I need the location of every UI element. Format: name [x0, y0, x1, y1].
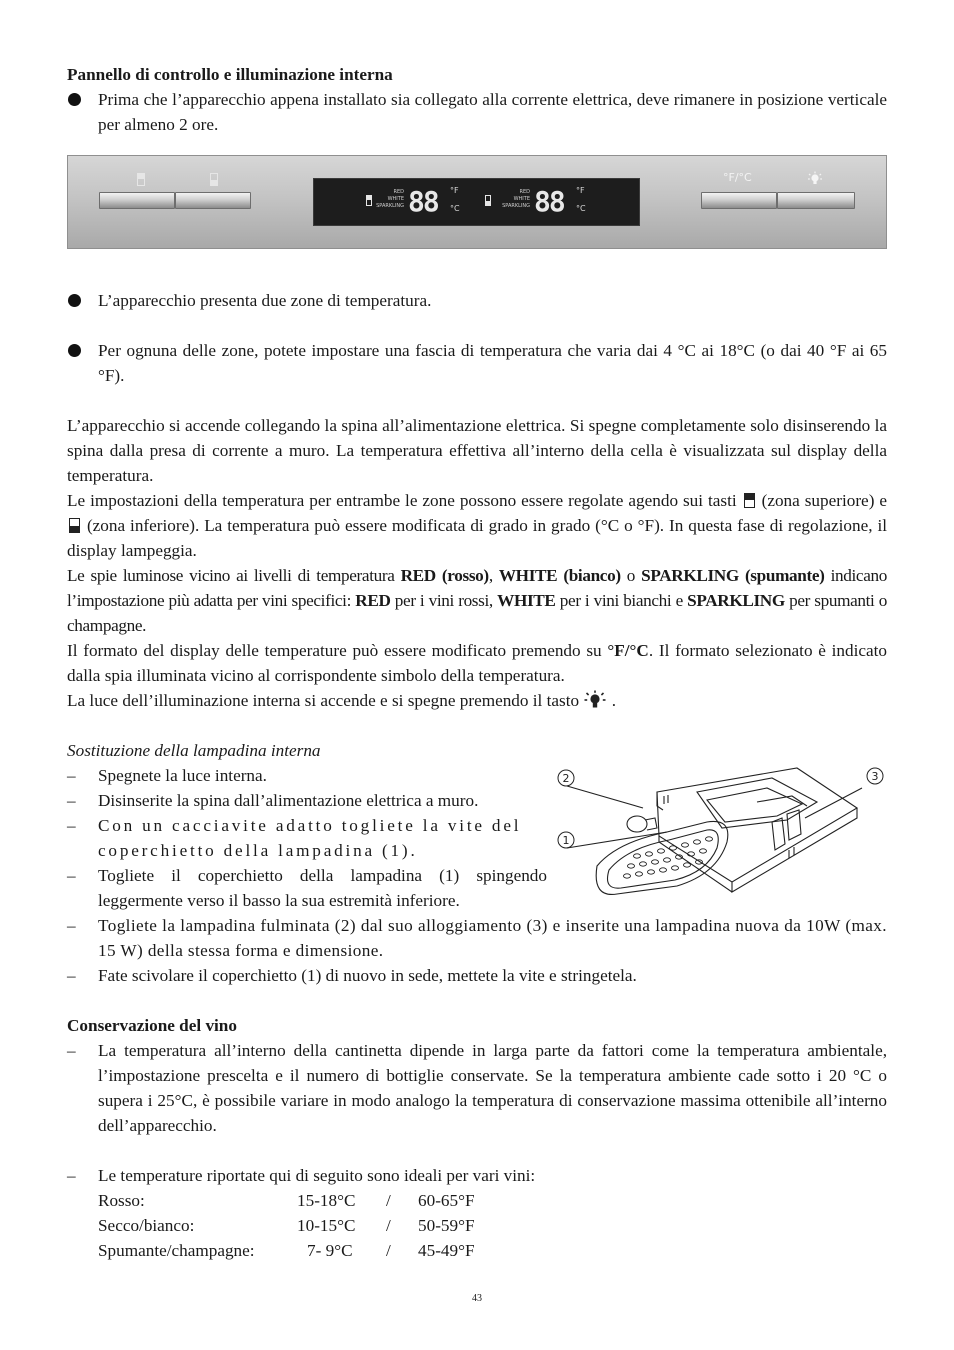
table-row: Secco/bianco: 10-15°C / 50-59°F	[98, 1216, 475, 1235]
bulb-replacement-section	[67, 738, 887, 988]
bulb-diagram	[557, 762, 887, 912]
section-title-bulb-replacement: Sostituzione della lampadina interna	[67, 741, 321, 760]
paragraph-power: L’apparecchio si accende collegando la spina all’alimentazione elettrica. Si spegne completamente solo disinserendo la spina dalla presa di corrente a muro. La temperatura effettiva all’interno della cella è visualizzata sul display della temperatura.	[67, 416, 887, 485]
list-item: – Le temperature riportate qui di seguito sono ideali per vari vini:	[67, 1166, 536, 1185]
celsius-indicator: °C	[450, 204, 460, 213]
right-temperature-digits: 88	[534, 185, 564, 218]
manual-page	[67, 62, 887, 1263]
bullet-item	[67, 87, 887, 137]
bullet-text: Per ognuna delle zone, potete impostare una fascia di temperatura che varia dai 4 °C ai 18°C (o dai 40 °F ai 65 °F).	[98, 341, 887, 385]
list-item: – Spegnete la luce interna.	[67, 766, 267, 785]
diagram-label-2: 2	[562, 772, 570, 785]
list-item: – Togliete il coperchietto della lampadina (1) spingendo leggermente verso il basso la sua estremità inferiore.	[67, 866, 547, 910]
bullet-dot	[68, 93, 81, 106]
light-button	[777, 192, 855, 209]
paragraph-light: La luce dell’illuminazione interna si accende e si spegne premendo il tasto .	[67, 691, 616, 710]
celsius-indicator: °C	[576, 204, 586, 213]
lower-zone-icon	[210, 173, 218, 186]
list-item: – Togliete la lampadina fulminata (2) dal suo alloggiamento (3) e inserite una lampadina nuova da 10W (max. 15 W) della stessa forma e dimensione.	[67, 916, 887, 960]
list-item: – Fate scivolare il coperchietto (1) di nuovo in sede, mettete la vite e stringetela.	[67, 966, 637, 985]
diagram-label-1: 1	[562, 834, 570, 847]
light-bulb-icon	[807, 171, 823, 187]
section-title-control-panel: Pannello di controllo e illuminazione interna	[67, 65, 393, 84]
fahrenheit-indicator: °F	[576, 186, 585, 195]
paragraph-display-format: Il formato del display delle temperature può essere modificato premendo su °F/°C. Il formato selezionato è indicato dalla spia illuminata vicino al corrispondente simbolo della temperatura.	[67, 641, 888, 685]
left-temperature-digits: 88	[408, 185, 438, 218]
paragraph-indicator-lights: Le spie luminose vicino ai livelli di temperatura RED (rosso), WHITE (bianco) o SPARKLING (spumante) indicano l’impostazione più adatta per vini specifici: RED per i vini rossi, WHITE per i vini bianchi e SPARKLING per spumanti o champagne.	[67, 566, 887, 635]
table-row: Rosso: 15-18°C / 60-65°F	[98, 1191, 475, 1210]
list-item: – La temperatura all’interno della cantinetta dipende in larga parte da fattori come la temperatura ambientale, l’impostazione prescelta e il numero di bottiglie conservate. Se la temperatura ambiente cade sotto i 20 °C o supera i 25°C, è possibile variare in modo analogo la temperatura di conservazione massima ottenibile all’interno dell’apparecchio.	[67, 1041, 887, 1135]
fahrenheit-indicator: °F	[450, 186, 459, 195]
bullet-item	[67, 338, 887, 388]
diagram-label-3: 3	[871, 770, 879, 783]
lower-zone-icon	[485, 195, 491, 206]
zone-labels-right: RED WHITE SPARKLING	[502, 189, 530, 209]
lower-zone-icon	[69, 518, 80, 533]
fc-button	[701, 192, 777, 209]
bullet-text: L’apparecchio presenta due zone di temperatura.	[98, 291, 432, 310]
paragraph-temperature-settings: Le impostazioni della temperatura per entrambe le zone possono essere regolate agendo sui tasti (zona superiore) e (zona inferiore). La temperatura può essere modificata di grado in grado (°C o °F). In questa fase di regolazione, il display lampeggia.	[67, 491, 888, 560]
table-row: Spumante/champagne: 7- 9°C / 45-49°F	[98, 1241, 475, 1260]
list-item: – Con un cacciavite adatto togliete la vite del coperchietto della lampadina (1).	[67, 816, 522, 860]
upper-zone-button	[99, 192, 175, 209]
lower-zone-button	[175, 192, 251, 209]
bullet-text: Prima che l’apparecchio appena installato sia collegato alla corrente elettrica, deve rimanere in posizione verticale per almeno 2 ore.	[98, 90, 887, 134]
zone-labels-left: RED WHITE SPARKLING	[376, 189, 404, 209]
list-item: – Disinserite la spina dall’alimentazione elettrica a muro.	[67, 791, 479, 810]
control-panel-illustration	[67, 155, 887, 249]
light-bulb-icon	[583, 690, 607, 710]
wine-temperature-table	[67, 1188, 887, 1263]
upper-zone-icon	[137, 173, 145, 186]
upper-zone-icon	[744, 493, 755, 508]
bullet-item	[67, 288, 887, 313]
bullet-dot	[68, 294, 81, 307]
fc-button-label: °F/°C	[723, 171, 752, 184]
section-title-wine-storage: Conservazione del vino	[67, 1016, 237, 1035]
bullet-dot	[68, 344, 81, 357]
page-number: 43	[472, 1293, 482, 1304]
temperature-display	[313, 178, 640, 226]
